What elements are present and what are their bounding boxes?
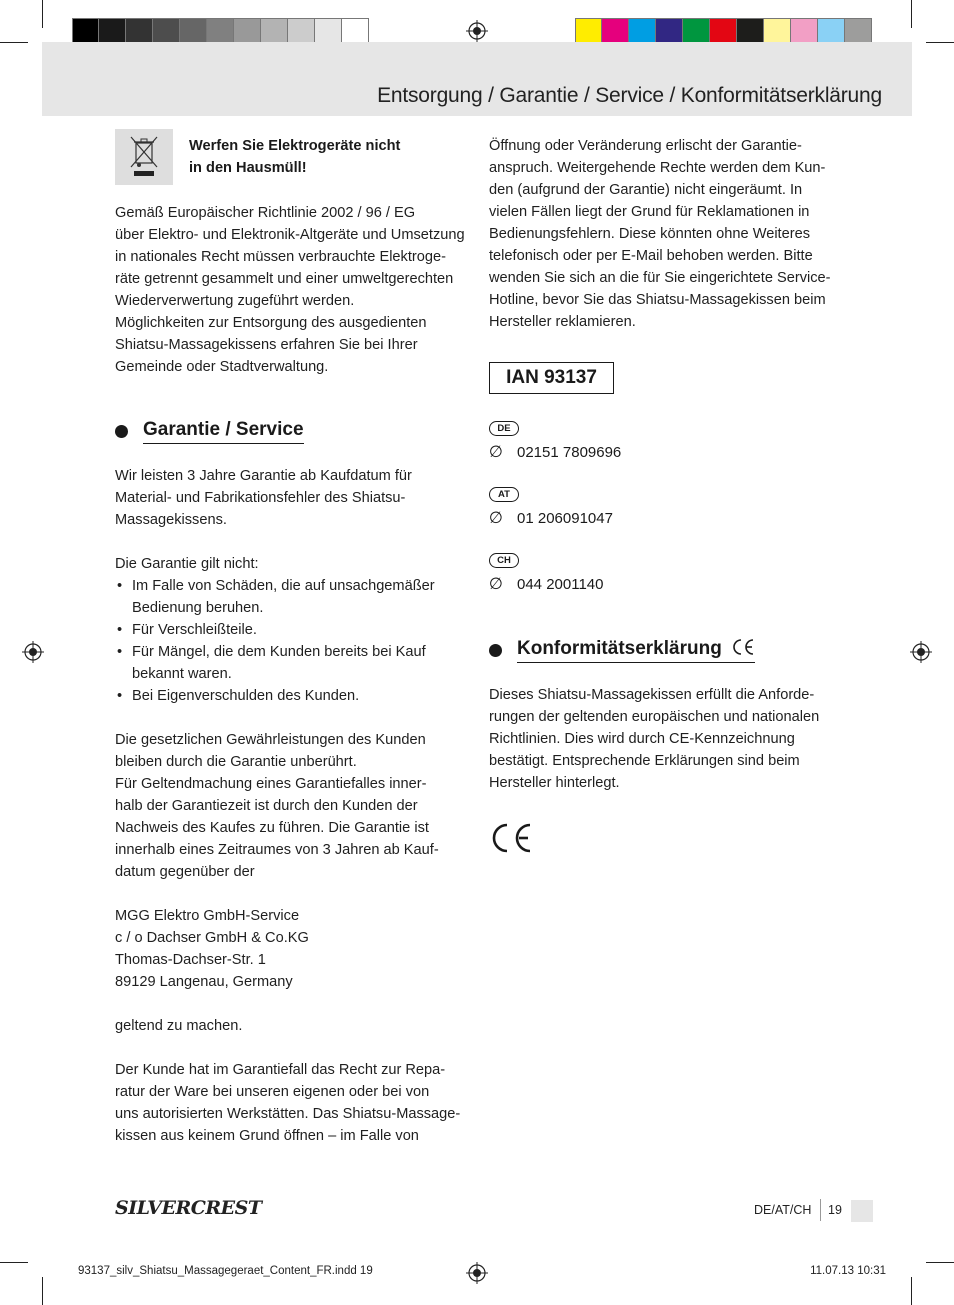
country-badge-de: DE bbox=[489, 421, 519, 436]
warranty-assert: geltend zu machen. bbox=[115, 1018, 243, 1034]
warranty-legal: Die gesetzlichen Gewährleistungen des Kunden bleiben durch die Garantie unberührt. Für Geltendmachung eines Garantiefalles inner- halb der Garantiezeit ist durch den Kunden der Nachweis des Kaufes zu führen. Die Garantie ist innerhalb eines Zeitraumes von 3 Jahren ab Kauf- datum gegenüber der bbox=[115, 732, 439, 880]
crop-mark bbox=[0, 42, 28, 43]
conformity-heading bbox=[489, 637, 755, 663]
crop-mark bbox=[911, 1277, 912, 1305]
hotline-de bbox=[489, 442, 621, 464]
warranty-intro: Wir leisten 3 Jahre Garantie ab Kaufdatum für Material- und Fabrikationsfehler des Shiatsu- Massagekissens. bbox=[115, 468, 412, 528]
bullet-dot-icon bbox=[489, 644, 502, 657]
warranty-heading bbox=[115, 418, 304, 444]
crop-mark bbox=[0, 1262, 28, 1263]
weee-symbol bbox=[115, 129, 173, 185]
service-address: MGG Elektro GmbH-Service c / o Dachser GmbH & Co.KG Thomas-Dachser-Str. 1 89129 Langenau, Germany bbox=[115, 908, 309, 990]
page-title: Entsorgung / Garantie / Service / Konformitätserklärung bbox=[377, 84, 882, 107]
registration-mark-icon bbox=[910, 641, 932, 663]
bullet-dot-icon bbox=[115, 425, 128, 438]
phone-icon: ∅ bbox=[489, 444, 503, 461]
hotline-ch bbox=[489, 574, 603, 596]
weee-warning: Werfen Sie Elektrogeräte nicht in den Hausmüll! bbox=[189, 138, 401, 176]
ce-mark-icon bbox=[731, 638, 755, 656]
footer-countries: DE/AT/CH bbox=[754, 1203, 812, 1217]
warranty-not-valid: Die Garantie gilt nicht: bbox=[115, 556, 259, 572]
slug-date: 11.07.13 10:31 bbox=[810, 1265, 886, 1277]
list-item: • Bei Eigenverschulden des Kunden. bbox=[115, 685, 465, 707]
page-number: 19 bbox=[828, 1203, 842, 1217]
conformity-text: Dieses Shiatsu-Massagekissen erfüllt die Anforde- rungen der geltenden europäischen und nationalen Richtlinien. Dies wird durch CE-Kennzeichnung bestätigt. Entsprechende Erklärungen sind beim Hersteller hinterlegt. bbox=[489, 687, 820, 791]
crop-mark bbox=[911, 0, 912, 28]
footer-separator bbox=[820, 1199, 821, 1221]
crop-mark bbox=[926, 42, 954, 43]
ce-mark-icon bbox=[489, 822, 533, 854]
conformity-heading-text: Konformitätserklärung bbox=[517, 637, 755, 663]
warranty-continued: Öffnung oder Veränderung erlischt der Garantie- anspruch. Weitergehende Rechte werden dem Kun- den (aufgrund der Garantie) nicht eingeräumt. In vielen Fällen liegt der Grund für Reklamationen in Bedienungsfehlern. Diese könnten ohne Weiteres telefonisch oder per E-Mail behoben werden. Bitte wenden Sie sich an die für Sie eingerichtete Service- Hotline, bevor Sie das Shiatsu-Massagekissen beim Hersteller reklamieren. bbox=[489, 138, 831, 330]
country-badge-ch: CH bbox=[489, 553, 519, 568]
hotline-at bbox=[489, 508, 613, 530]
warranty-exclusions bbox=[115, 575, 465, 707]
list-item: • Für Mängel, die dem Kunden bereits bei Kauf bekannt waren. bbox=[115, 641, 465, 685]
phone-icon: ∅ bbox=[489, 576, 503, 593]
registration-mark-icon bbox=[466, 20, 488, 42]
crop-mark bbox=[42, 0, 43, 28]
list-item: • Für Verschleißteile. bbox=[115, 619, 465, 641]
crop-mark bbox=[926, 1262, 954, 1263]
hotline-number: 02151 7809696 bbox=[517, 444, 622, 461]
crossed-bin-icon bbox=[115, 129, 173, 185]
hotline-number: 01 206091047 bbox=[517, 510, 613, 527]
registration-mark-icon bbox=[22, 641, 44, 663]
slug-filename: 93137_silv_Shiatsu_Massagegeraet_Content_FR.indd 19 bbox=[78, 1265, 373, 1277]
registration-mark-icon bbox=[466, 1262, 488, 1284]
ian-number: IAN 93137 bbox=[489, 362, 614, 394]
page-tab bbox=[851, 1200, 873, 1222]
brand-logo: SILVERCREST bbox=[115, 1197, 262, 1219]
phone-icon: ∅ bbox=[489, 510, 503, 527]
hotline-number: 044 2001140 bbox=[517, 576, 604, 593]
warranty-heading-text: Garantie / Service bbox=[143, 418, 304, 444]
warranty-column bbox=[115, 465, 465, 1147]
warranty-repair: Der Kunde hat im Garantiefall das Recht zur Repa- ratur der Ware bei unseren eigenen oder bei von uns autorisierten Werkstätten. Das Shiatsu-Massage- kissen aus keinem Grund öffnen – im Falle von bbox=[115, 1062, 461, 1144]
country-badge-at: AT bbox=[489, 487, 519, 502]
list-item: • Im Falle von Schäden, die auf unsachgemäßer Bedienung beruhen. bbox=[115, 575, 465, 619]
crop-mark bbox=[42, 1277, 43, 1305]
disposal-text: Gemäß Europäischer Richtlinie 2002 / 96 / EG über Elektro- und Elektronik-Altgeräte und Umsetzung in nationales Recht müssen verbrauchte Elektroge- räte getrennt gesammelt und einer umweltgerechten Wiederverwertung zugeführt werden. Möglichkeiten zur Entsorgung des ausgedienten Shiatsu-Massagekissens erfahren Sie bei Ihrer Gemeinde oder Stadtverwaltung. bbox=[115, 205, 465, 375]
